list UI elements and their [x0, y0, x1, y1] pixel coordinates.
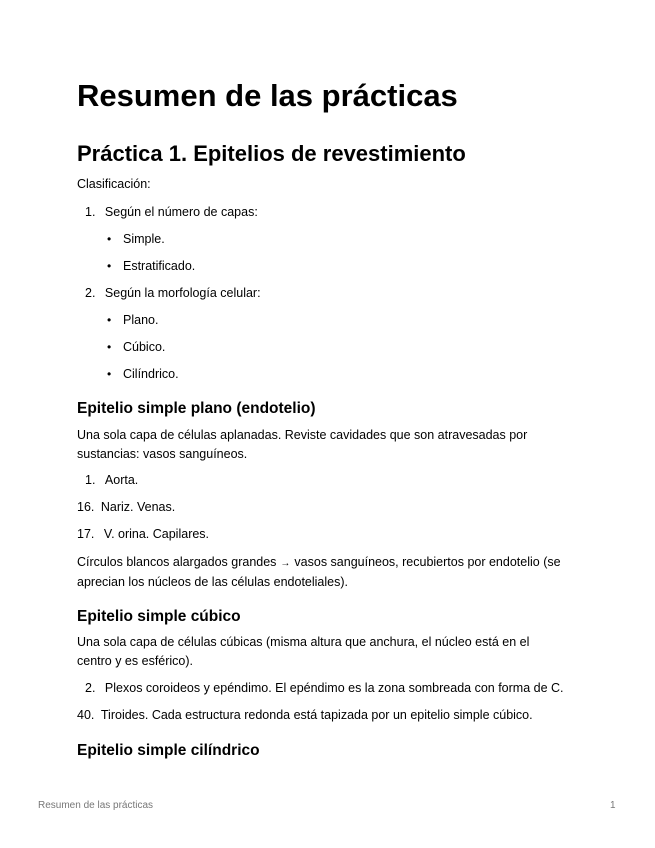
subsection-heading-plano: Epitelio simple plano (endotelio)	[77, 400, 316, 417]
sub-list-text: Plano.	[123, 313, 159, 327]
sub-list-text: Estratificado.	[123, 259, 196, 273]
list-number: 17.	[77, 527, 95, 541]
bullet-icon: •	[107, 367, 112, 381]
subsection-heading-cubico: Epitelio simple cúbico	[77, 608, 241, 625]
list-text: V. orina. Capilares.	[103, 527, 210, 541]
list-number: 40.	[77, 708, 95, 722]
list-item	[85, 204, 258, 220]
list-number: 1.	[85, 205, 96, 219]
list-item	[85, 472, 138, 488]
list-text: Plexos coroideos y epéndimo. El epéndimo es la zona sombreada con forma de C.	[104, 681, 564, 695]
subsection-heading-cilindrico: Epitelio simple cilíndrico	[77, 742, 260, 759]
list-number: 1.	[85, 473, 96, 487]
bullet-icon: •	[107, 232, 112, 246]
paragraph	[77, 553, 587, 592]
sub-list-item	[92, 312, 158, 328]
list-item	[77, 499, 175, 515]
sub-list-item	[92, 258, 195, 274]
bullet-icon: •	[107, 340, 112, 354]
list-number: 2.	[85, 681, 96, 695]
list-number: 2.	[85, 286, 96, 300]
list-text: Según la morfología celular:	[104, 286, 261, 300]
list-text: Según el número de capas:	[104, 205, 258, 219]
sub-list-item	[92, 231, 165, 247]
list-number: 16.	[77, 500, 95, 514]
paragraph-text: vasos sanguíneos, recubiertos por endotelio (se aprecian los núcleos de las células endoteliales).	[77, 555, 561, 589]
bullet-icon: •	[107, 313, 112, 327]
page-number: 1	[610, 800, 616, 811]
arrow-right-icon: →	[280, 558, 291, 569]
section-heading-practica-1: Práctica 1. Epitelios de revestimiento	[77, 141, 466, 166]
footer-title: Resumen de las prácticas	[38, 800, 154, 811]
bullet-icon: •	[107, 259, 112, 273]
list-text: Tiroides. Cada estructura redonda está tapizada por un epitelio simple cúbico.	[100, 708, 533, 722]
list-text: Aorta.	[104, 473, 139, 487]
list-item	[85, 680, 564, 696]
list-item	[85, 285, 261, 301]
sub-list-text: Simple.	[123, 232, 165, 246]
sub-list-text: Cúbico.	[123, 340, 166, 354]
sub-list-item	[92, 339, 165, 355]
paragraph-text: Círculos blancos alargados grandes	[77, 555, 277, 569]
paragraph: Una sola capa de células aplanadas. Reviste cavidades que son atravesadas por sustancias: vasos sanguíneos.	[77, 428, 528, 461]
list-item	[77, 526, 209, 542]
classification-label: Clasificación:	[77, 177, 151, 191]
list-item	[77, 707, 533, 723]
sub-list-item	[92, 366, 179, 382]
sub-list-text: Cilíndrico.	[123, 367, 179, 381]
page-title: Resumen de las prácticas	[77, 78, 458, 113]
list-text: Nariz. Venas.	[100, 500, 176, 514]
paragraph: Una sola capa de células cúbicas (misma altura que anchura, el núcleo está en el centro y es esférico).	[77, 635, 530, 668]
